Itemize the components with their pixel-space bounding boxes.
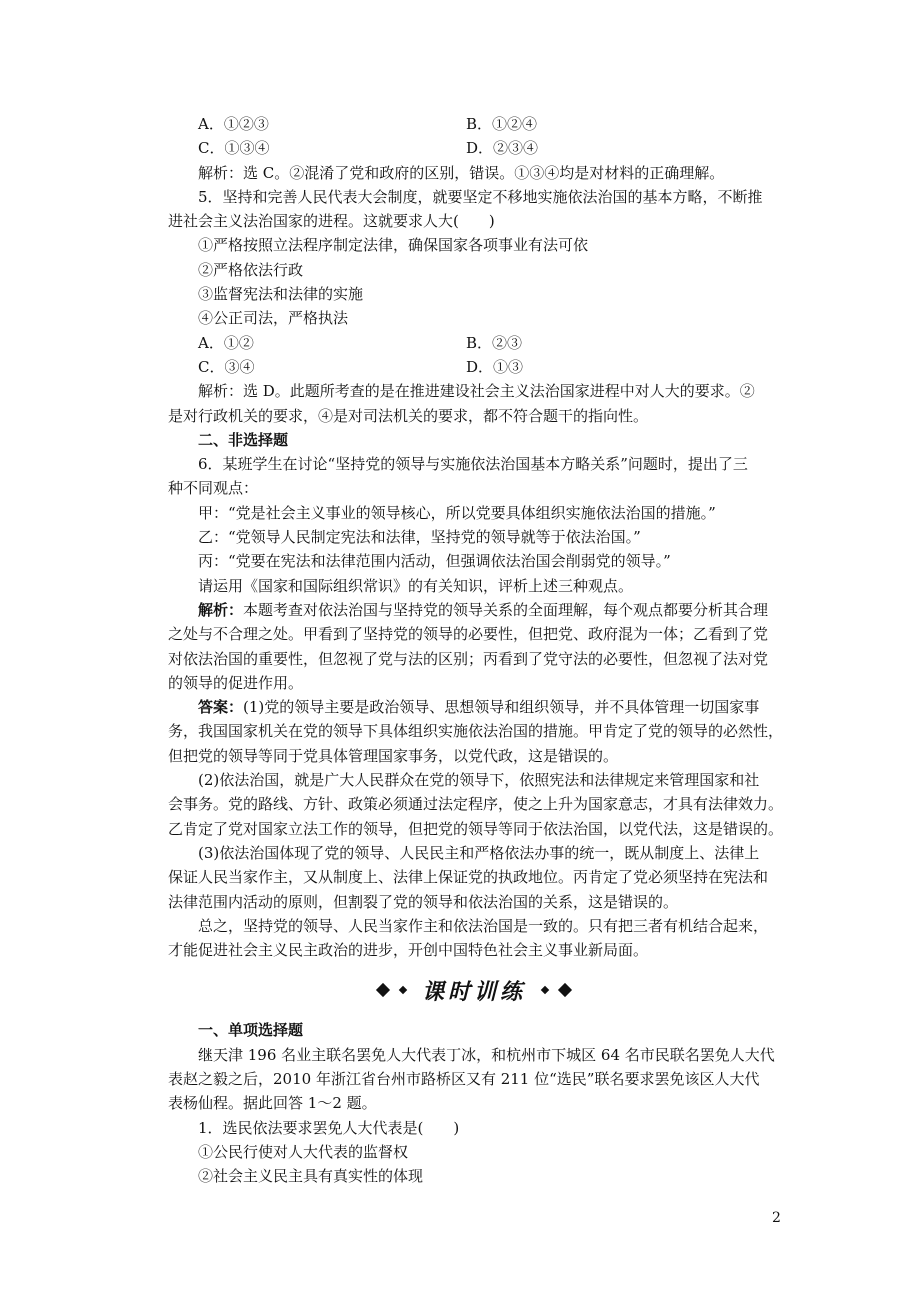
material-line-2: 表赵之毅之后，2010 年浙江省台州市路桥区又有 211 位“选民”联名要求罢免该区人大代 <box>168 1069 760 1088</box>
q6-answer-2-line-2: 会事务。党的路线、方针、政策必须通过法定程序，使之上升为国家意志，才具有法律效力。 <box>168 795 784 814</box>
q1-item-2: ②社会主义民主具有真实性的体现 <box>198 1167 424 1186</box>
q6-answer-3-line-3: 法律范围内活动的原则，但割裂了党的领导和依法治国的关系，这是错误的。 <box>168 892 679 911</box>
option-c: C．①③④ <box>198 139 270 158</box>
diamond-icon <box>558 983 572 997</box>
q6-analysis-line-2: 之处与不合理之处。甲看到了坚持党的领导的必要性，但把党、政府混为一体；乙看到了党 <box>168 625 769 644</box>
q4-options-row-2 <box>168 136 780 160</box>
option-a: A．①② <box>198 333 254 352</box>
analysis-label: 解析： <box>198 600 244 619</box>
q1-stem: 1．选民依法要求罢免人大代表是( ) <box>198 1118 460 1137</box>
banner-title: 课时训练 <box>421 979 526 1005</box>
q5-analysis-line-1: 解析：选 D。此题所考查的是在推进建设社会主义法治国家进程中对人大的要求。② <box>198 382 755 401</box>
q5-stem-line-2: 进社会主义法治国家的进程。这就要求人大( ) <box>168 212 495 231</box>
section-heading-nonchoice: 二、非选择题 <box>198 430 289 449</box>
q6-ask: 请运用《国家和国际组织常识》的有关知识，评析上述三种观点。 <box>198 576 634 595</box>
q6-answer-2-line-3: 乙肯定了党对国家立法工作的领导，但把党的领导等同于依法治国，以党代法，这是错误的。 <box>168 819 784 838</box>
q5-options-row-1 <box>168 331 780 355</box>
answer-text: (1)党的领导主要是政治领导、思想领导和组织领导，并不具体管理一切国家事 <box>243 698 760 717</box>
q5-item-3: ③监督宪法和法律的实施 <box>198 285 364 304</box>
q6-answer-3-line-1: (3)依法治国体现了党的领导、人民民主和严格依法办事的统一，既从制度上、法律上 <box>198 843 760 862</box>
small-diamond-icon <box>399 986 407 994</box>
q5-stem-line-1: 5．坚持和完善人民代表大会制度，就要坚定不移地实施依法治国的基本方略，不断推 <box>198 187 763 206</box>
page-number: 2 <box>772 1210 781 1226</box>
q5-options-row-2 <box>168 355 780 379</box>
page-content <box>168 112 784 1188</box>
q5-analysis-line-2: 是对行政机关的要求，④是对司法机关的要求，都不符合题干的指向性。 <box>168 406 649 425</box>
q5-item-1: ①严格按照立法程序制定法律，确保国家各项事业有法可依 <box>198 236 589 255</box>
q6-analysis-line-1 <box>168 598 780 622</box>
option-a: A．①②③ <box>198 115 269 133</box>
q6-stem-line-2: 种不同观点： <box>168 479 259 498</box>
q6-summary-line-1: 总之，坚持党的领导、人民当家作主和依法治国是一致的。只有把三者有机结合起来， <box>198 916 769 935</box>
q6-answer-1-line-1 <box>168 695 780 719</box>
material-line-3: 表杨仙程。据此回答 1～2 题。 <box>168 1094 377 1113</box>
q5-item-4: ④公正司法，严格执法 <box>198 309 349 328</box>
option-b: B．②③ <box>466 333 523 352</box>
diamond-icon <box>376 983 390 997</box>
answer-label: 答案： <box>198 698 244 717</box>
analysis-text: 本题考查对依法治国与坚持党的领导关系的全面理解，每个观点都要分析其合理 <box>243 600 769 619</box>
q6-answer-1-line-2: 务，我国国家机关在党的领导下具体组织实施依法治国的措施。甲肯定了党的领导的必然性， <box>168 722 784 741</box>
q4-analysis: 解析：选 C。②混淆了党和政府的区别，错误。①③④均是对材料的正确理解。 <box>198 163 725 182</box>
q6-analysis-line-3: 对依法治国的重要性，但忽视了党与法的区别；丙看到了党守法的必要性，但忽视了法对党 <box>168 649 769 668</box>
q6-answer-1-line-3: 但把党的领导等同于党具体管理国家事务，以党代政，这是错误的。 <box>168 746 619 765</box>
q6-answer-3-line-2: 保证人民当家作主，又从制度上、法律上保证党的执政地位。丙肯定了党必须坚持在宪法和 <box>168 868 769 887</box>
option-d: D．①③ <box>466 357 524 376</box>
small-diamond-icon <box>541 986 549 994</box>
section-banner <box>168 968 780 1012</box>
q6-analysis-line-4: 的领导的促进作用。 <box>168 673 304 692</box>
q6-summary-line-2: 才能促进社会主义民主政治的进步，开创中国特色社会主义事业新局面。 <box>168 941 649 960</box>
q4-options-row-1 <box>168 112 780 136</box>
section-heading-single-choice: 一、单项选择题 <box>198 1021 304 1040</box>
option-d: D．②③④ <box>466 139 539 158</box>
option-c: C．③④ <box>198 357 255 376</box>
q6-view-jia: 甲：“党是社会主义事业的领导核心，所以党要具体组织实施依法治国的措施。” <box>198 503 716 522</box>
q6-view-bing: 丙：“党要在宪法和法律范围内活动，但强调依法治国会削弱党的领导。” <box>198 552 671 571</box>
q6-view-yi: 乙：“党领导人民制定宪法和法律，坚持党的领导就等于依法治国。” <box>198 528 641 547</box>
q5-item-2: ②严格依法行政 <box>198 260 304 279</box>
option-b: B．①②④ <box>466 115 538 133</box>
q1-item-1: ①公民行使对人大代表的监督权 <box>198 1142 409 1161</box>
material-line-1: 继天津 196 名业主联名罢免人大代表丁冰，和杭州市下城区 64 名市民联名罢免人大代 <box>198 1045 775 1064</box>
q6-answer-2-line-1: (2)依法治国，就是广大人民群众在党的领导下，依照宪法和法律规定来管理国家和社 <box>198 771 760 790</box>
q6-stem-line-1: 6．某班学生在讨论“坚持党的领导与实施依法治国基本方略关系”问题时，提出了三 <box>198 455 748 474</box>
